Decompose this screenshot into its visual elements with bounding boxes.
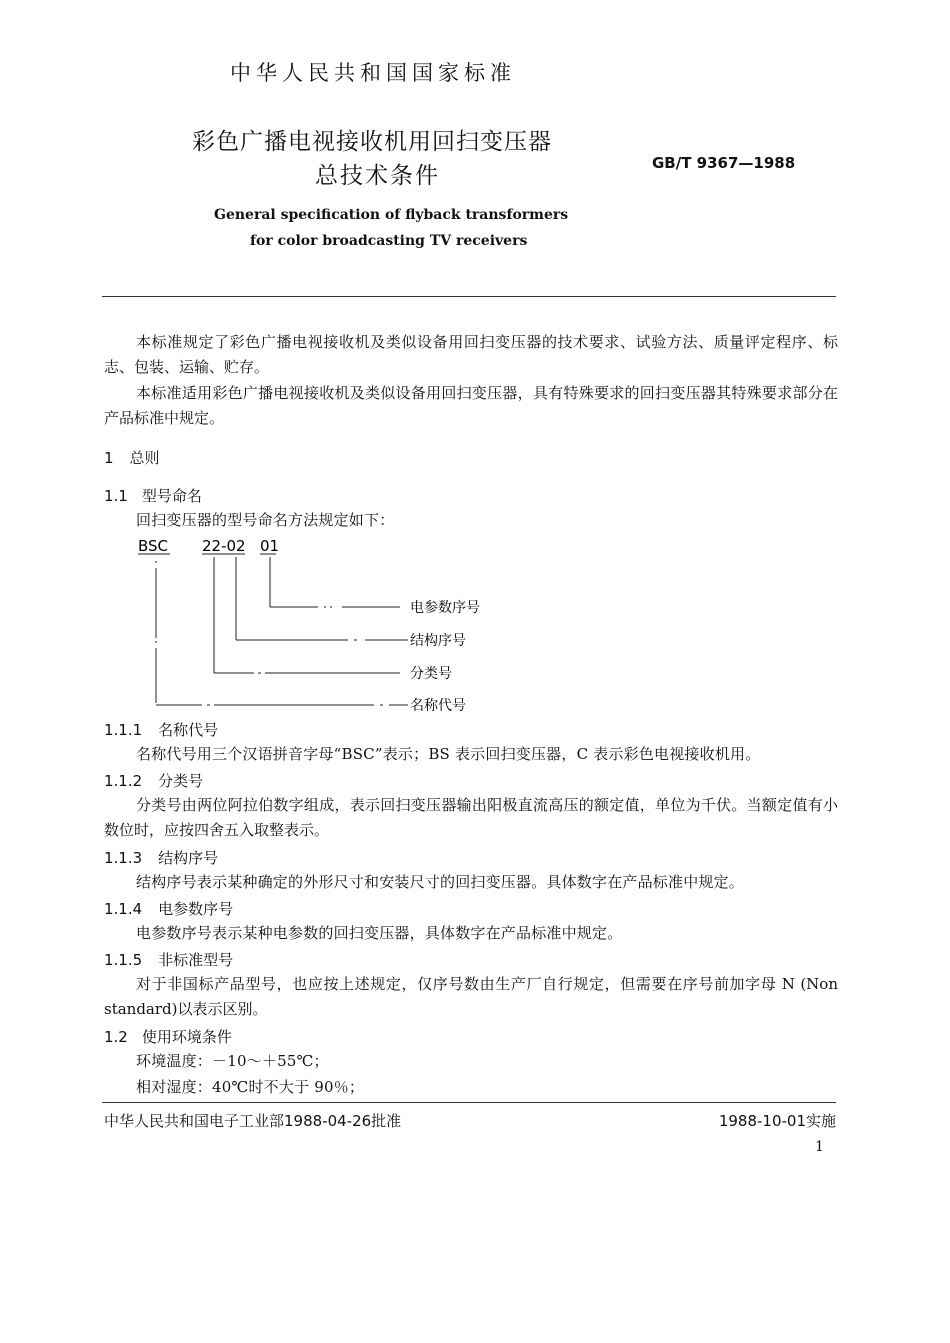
section-1-1-2-heading	[104, 770, 203, 791]
english-title-line1: General specification of flyback transformers	[214, 207, 569, 223]
english-title-line2: for color broadcasting TV receivers	[250, 233, 528, 249]
label-structure-no: 结构序号	[410, 633, 466, 649]
env-humidity: 相对湿度：40℃时不大于 90％；	[136, 1078, 365, 1096]
standard-title-line1: 彩色广播电视接收机用回扫变压器	[192, 129, 552, 155]
intro-paragraph-2: 本标准适用彩色广播电视接收机及类似设备用回扫变压器，具有特殊要求的回扫变压器其特殊要求部分在产品标准中规定。	[104, 384, 838, 427]
section-1-1-4-text: 电参数序号表示某种电参数的回扫变压器，具体数字在产品标准中规定。	[136, 924, 623, 942]
intro-paragraph-1: 本标准规定了彩色广播电视接收机及类似设备用回扫变压器的技术要求、试验方法、质量评定程序、标志、包装、运输、贮存。	[104, 333, 838, 376]
section-1-heading	[104, 447, 160, 468]
page-number: 1	[815, 1139, 824, 1155]
label-name-code: 名称代号	[410, 698, 466, 714]
section-number: 1.1.3	[104, 849, 143, 867]
section-1-1-5-text: 对于非国标产品型号，也应按上述规定，仅序号数由生产厂自行规定，但需要在序号前加字母 N (Non standard)以表示区别。	[104, 975, 838, 1018]
section-title: 分类号	[158, 772, 204, 790]
section-1-1-2-text: 分类号由两位阿拉伯数字组成，表示回扫变压器输出阳极直流高压的额定值，单位为千伏。当额定值有小数位时，应按四舍五入取整表示。	[104, 796, 838, 839]
issuing-body: 中华人民共和国国家标准	[230, 61, 516, 85]
label-electrical-parameter-no: 电参数序号	[410, 600, 480, 616]
section-1-1-3-text: 结构序号表示某种确定的外形尺寸和安装尺寸的回扫变压器。具体数字在产品标准中规定。	[136, 873, 745, 891]
section-1-1-4-heading	[104, 898, 233, 919]
section-number: 1.1.5	[104, 951, 143, 969]
footer-divider	[102, 1102, 836, 1103]
env-temperature: 环境温度：－10～＋55℃；	[136, 1052, 329, 1070]
header-divider	[102, 296, 836, 297]
label-class-no: 分类号	[410, 666, 452, 682]
section-title: 名称代号	[158, 721, 219, 739]
section-1-1-1-text: 名称代号用三个汉语拼音字母“BSC”表示；BS 表示回扫变压器，C 表示彩色电视接收机用。	[136, 745, 761, 763]
section-number: 1	[104, 449, 114, 467]
section-1-1-heading	[104, 485, 202, 506]
code-electrical-part: 01	[260, 537, 280, 555]
section-title: 结构序号	[158, 849, 219, 867]
section-number: 1.1.4	[104, 900, 143, 918]
code-name-part: BSC	[138, 537, 169, 555]
section-number: 1.1.2	[104, 772, 143, 790]
section-title: 型号命名	[141, 487, 202, 505]
section-1-1-text: 回扫变压器的型号命名方法规定如下：	[136, 511, 395, 529]
section-title: 电参数序号	[158, 900, 234, 918]
section-1-2-heading	[104, 1026, 232, 1047]
section-title: 总则	[129, 449, 160, 467]
section-number: 1.2	[104, 1028, 128, 1046]
section-1-1-3-heading	[104, 847, 218, 868]
section-1-1-1-heading	[104, 719, 218, 740]
effective-date: 1988-10-01实施	[718, 1112, 836, 1130]
section-title: 使用环境条件	[141, 1028, 232, 1046]
section-number: 1.1	[104, 487, 128, 505]
code-class-structure-part: 22-02	[202, 537, 246, 555]
section-number: 1.1.1	[104, 721, 143, 739]
approval-statement: 中华人民共和国电子工业部1988-04-26批准	[104, 1112, 402, 1130]
standard-number: GB/T 9367—1988	[652, 154, 796, 172]
standard-title-line2: 总技术条件	[315, 163, 440, 189]
section-1-1-5-heading	[104, 949, 233, 970]
model-naming-diagram	[130, 533, 510, 723]
section-title: 非标准型号	[158, 951, 234, 969]
